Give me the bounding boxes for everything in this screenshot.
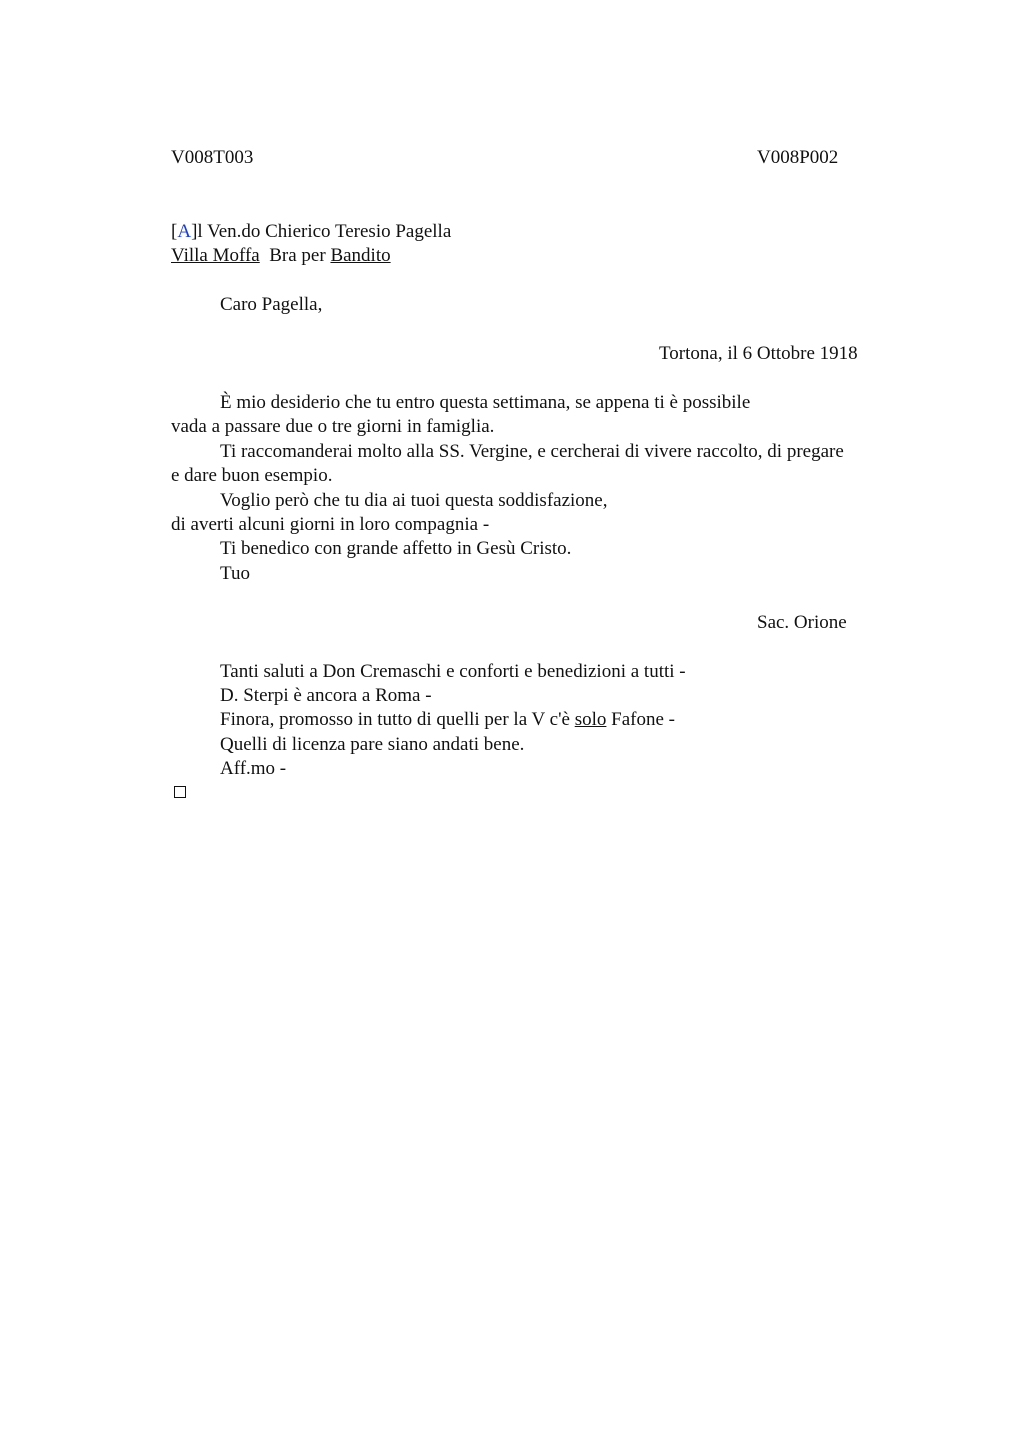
postscript-line-3-before: Finora, promosso in tutto di quelli per la V c'è — [220, 709, 575, 730]
address-line-1 — [171, 220, 451, 244]
postscript-line: Quelli di licenza pare siano andati bene. — [220, 734, 525, 755]
address-initial: A — [177, 221, 192, 242]
body-line: Ti raccomanderai molto alla SS. Vergine, e cercherai di vivere raccolto, di pregare — [220, 441, 844, 462]
end-marker-square-icon — [174, 786, 186, 798]
body-line: Ti benedico con grande affetto in Gesù Cristo. — [220, 538, 572, 559]
signature: Sac. Orione — [757, 612, 847, 633]
postscript-underlined-word: solo — [574, 709, 607, 730]
address-destination: Bandito — [330, 245, 391, 266]
address-middle: Bra per — [259, 245, 331, 266]
postscript-line: Aff.mo - — [220, 758, 287, 779]
address-bracket-open: [ — [171, 221, 178, 242]
postscript-line-3-after: Fafone - — [606, 709, 675, 730]
body-line: di averti alcuni giorni in loro compagnia - — [171, 514, 490, 535]
postscript-line: Tanti saluti a Don Cremaschi e conforti e benedizioni a tutti - — [220, 661, 686, 682]
document-code-right: V008P002 — [757, 147, 839, 168]
body-line: e dare buon esempio. — [171, 465, 333, 486]
document-code-left: V008T003 — [171, 147, 254, 168]
address-place: Villa Moffa — [171, 245, 260, 266]
postscript-line: D. Sterpi è ancora a Roma - — [220, 685, 432, 706]
date-line: Tortona, il 6 Ottobre 1918 — [659, 343, 858, 364]
address-recipient: ]l Ven.do Chierico Teresio Pagella — [191, 221, 452, 242]
body-line: È mio desiderio che tu entro questa settimana, se appena ti è possibile — [220, 392, 751, 413]
address-line-2 — [171, 244, 391, 268]
body-line: Voglio però che tu dia ai tuoi questa soddisfazione, — [220, 490, 608, 511]
salutation: Caro Pagella, — [220, 294, 323, 315]
postscript-line — [220, 708, 675, 732]
body-line: Tuo — [220, 563, 250, 584]
body-line: vada a passare due o tre giorni in famiglia. — [171, 416, 495, 437]
